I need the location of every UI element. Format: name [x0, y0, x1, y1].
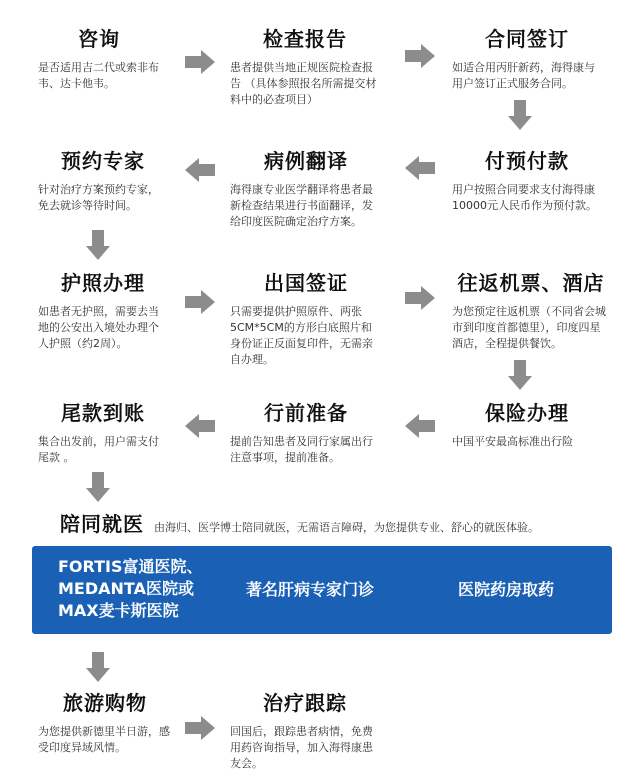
arrow-left-icon: [405, 414, 435, 438]
step-desc: 海得康专业医学翻译将患者最新检查结果进行书面翻译，发给印度医院确定治疗方案。: [230, 183, 373, 228]
step-contract: [452, 26, 602, 92]
banner-experts: 著名肝病专家门诊: [246, 580, 375, 599]
arrow-right-icon: [185, 290, 215, 314]
banner-pharmacy: 医院药房取药: [458, 580, 555, 599]
step-title: 付预付款: [485, 149, 569, 173]
arrow-down-icon: [508, 100, 532, 130]
step-desc: 为您预定往返机票（不同省会城市到印度首都德里），印度四星酒店，全程提供餐饮。: [452, 305, 606, 350]
step-title: 保险办理: [485, 401, 569, 425]
arrow-down-icon: [508, 360, 532, 390]
step-visa: [230, 270, 382, 368]
step-insurance: [452, 400, 602, 450]
step-report: [230, 26, 380, 108]
step-desc: 提前告知患者及同行家属出行注意事项，提前准备。: [230, 435, 373, 464]
step-prepare: [230, 400, 382, 466]
arrow-down-icon: [86, 652, 110, 682]
step-title: 治疗跟踪: [263, 691, 347, 715]
step-translation: [230, 148, 382, 230]
arrow-right-icon: [405, 44, 435, 68]
step-desc: 回国后，跟踪患者病情，免费用药咨询指导，加入海得康患友会。: [230, 725, 373, 770]
arrow-left-icon: [405, 156, 435, 180]
arrow-left-icon: [185, 158, 215, 182]
step-desc: 中国平安最高标准出行险: [452, 435, 573, 448]
step-title: 往返机票、酒店: [457, 271, 605, 295]
step-desc: 针对治疗方案预约专家，免去就诊等待时间。: [38, 183, 159, 212]
step-desc: 患者提供当地正规医院检查报告 （具体参照报名所需提交材料中的必查项目）: [230, 61, 377, 106]
step-passport: [38, 270, 168, 352]
step-desc: 如适合用丙肝新药，海得康与用户签订正式服务合同。: [452, 61, 595, 90]
step-desc: 集合出发前，用户需支付尾款 。: [38, 435, 159, 464]
step-title: 病例翻译: [264, 149, 348, 173]
arrow-right-icon: [185, 50, 215, 74]
step-title: 预约专家: [61, 149, 145, 173]
step-title: 旅游购物: [63, 691, 147, 715]
arrow-down-icon: [86, 230, 110, 260]
step-desc: 只需要提供护照原件、两张5CM*5CM的方形白底照片和身份证正反面复印件，无需亲自办理。: [230, 305, 373, 366]
step-deposit: [452, 148, 602, 214]
hospital-banner: [32, 546, 612, 634]
step-desc: 为您提供新德里半日游，感受印度异域风情。: [38, 725, 170, 754]
step-title: 咨询: [78, 27, 120, 51]
step-balance: [38, 400, 168, 466]
step-title: 合同签订: [485, 27, 569, 51]
step-title: 尾款到账: [61, 401, 145, 425]
step-tickets: [452, 270, 610, 352]
step-escort: [60, 508, 620, 537]
step-followup: [230, 690, 380, 772]
banner-hospitals: FORTIS富通医院、MEDANTA医院或MAX麦卡斯医院: [58, 557, 203, 620]
step-desc: 如患者无护照，需要去当地的公安出入境处办理个人护照（约2周）。: [38, 305, 159, 350]
step-title: 行前准备: [264, 401, 348, 425]
step-title: 陪同就医: [60, 512, 144, 536]
step-desc: 由海归、医学博士陪同就医，无需语言障碍，为您提供专业、舒心的就医体验。: [154, 521, 539, 534]
step-title: 出国签证: [264, 271, 348, 295]
arrow-right-icon: [185, 716, 215, 740]
arrow-down-icon: [86, 472, 110, 502]
arrow-left-icon: [185, 414, 215, 438]
arrow-right-icon: [405, 286, 435, 310]
step-travel: [38, 690, 172, 756]
step-appointment: [38, 148, 168, 214]
step-consult: [38, 26, 160, 92]
step-desc: 用户按照合同要求支付海得康10000元人民币作为预付款。: [452, 183, 597, 212]
step-desc: 是否适用吉二代或索非布韦、达卡他韦。: [38, 61, 159, 90]
step-title: 护照办理: [61, 271, 145, 295]
step-title: 检查报告: [263, 27, 347, 51]
